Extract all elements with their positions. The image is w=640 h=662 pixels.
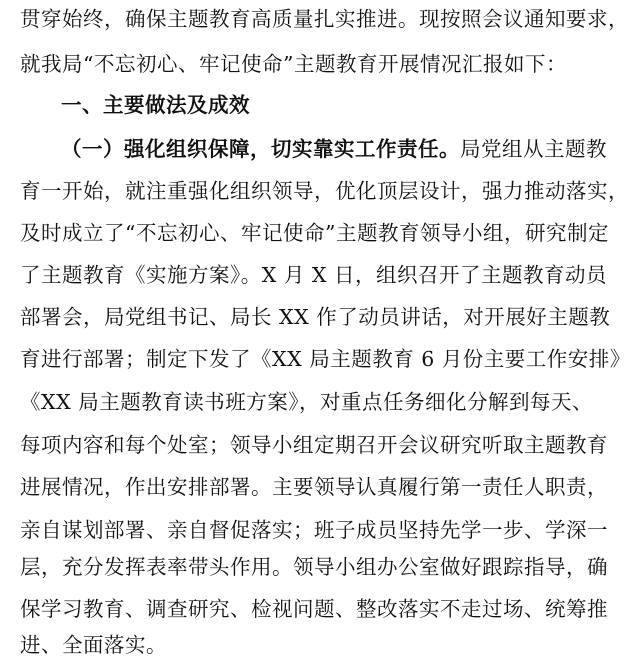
- subsection-first-line: [61, 132, 607, 166]
- paragraph-line: 育一开始，就注重强化组织领导，优化顶层设计，强力推动落实，: [20, 179, 629, 203]
- paragraph-line: 进展情况，作出安排部署。主要领导认真履行第一责任人职责，: [20, 475, 608, 499]
- paragraph-line: 及时成立了“不忘初心、牢记使命”主题教育领导小组，研究制定: [20, 221, 609, 245]
- section-heading: 一、主要做法及成效: [61, 93, 250, 117]
- paragraph-line: 《XX 局主题教育读书班方案》，对重点任务细化分解到每天、: [20, 390, 593, 414]
- paragraph-line-after-break: 进、全面落实。: [20, 633, 167, 657]
- paragraph-line-intro-2: 就我局“不忘初心、牢记使命”主题教育开展情况汇报如下：: [20, 52, 567, 76]
- paragraph-line-intro-1: 贯穿始终，确保主题教育高质量扎实推进。现按照会议通知要求，: [20, 7, 629, 31]
- paragraph-line-after-break: 保学习教育、调查研究、检视问题、整改落实不走过场、统筹推: [20, 597, 608, 621]
- paragraph-line: 每项内容和每个处室；领导小组定期召开会议研究听取主题教育: [20, 433, 608, 457]
- paragraph-line-after-break: 层，充分发挥表率带头作用。领导小组办公室做好跟踪指导，确: [20, 555, 608, 579]
- paragraph-line: 部署会，局党组书记、局长 XX 作了动员讲话，对开展好主题教: [20, 305, 611, 329]
- subsection-first-line-rest: 局党组从主题教: [460, 137, 607, 161]
- subsection-title: （一）强化组织保障，切实靠实工作责任。: [61, 137, 460, 161]
- paragraph-line: 育进行部署；制定下发了《XX 局主题教育 6 月份主要工作安排》: [20, 347, 631, 371]
- paragraph-line: 了主题教育《实施方案》。X 月 X 日，组织召开了主题教育动员: [20, 263, 607, 287]
- paragraph-line: 亲自谋划部署、亲自督促落实；班子成员坚持先学一步、学深一: [20, 518, 608, 542]
- document-page: [20, 0, 631, 657]
